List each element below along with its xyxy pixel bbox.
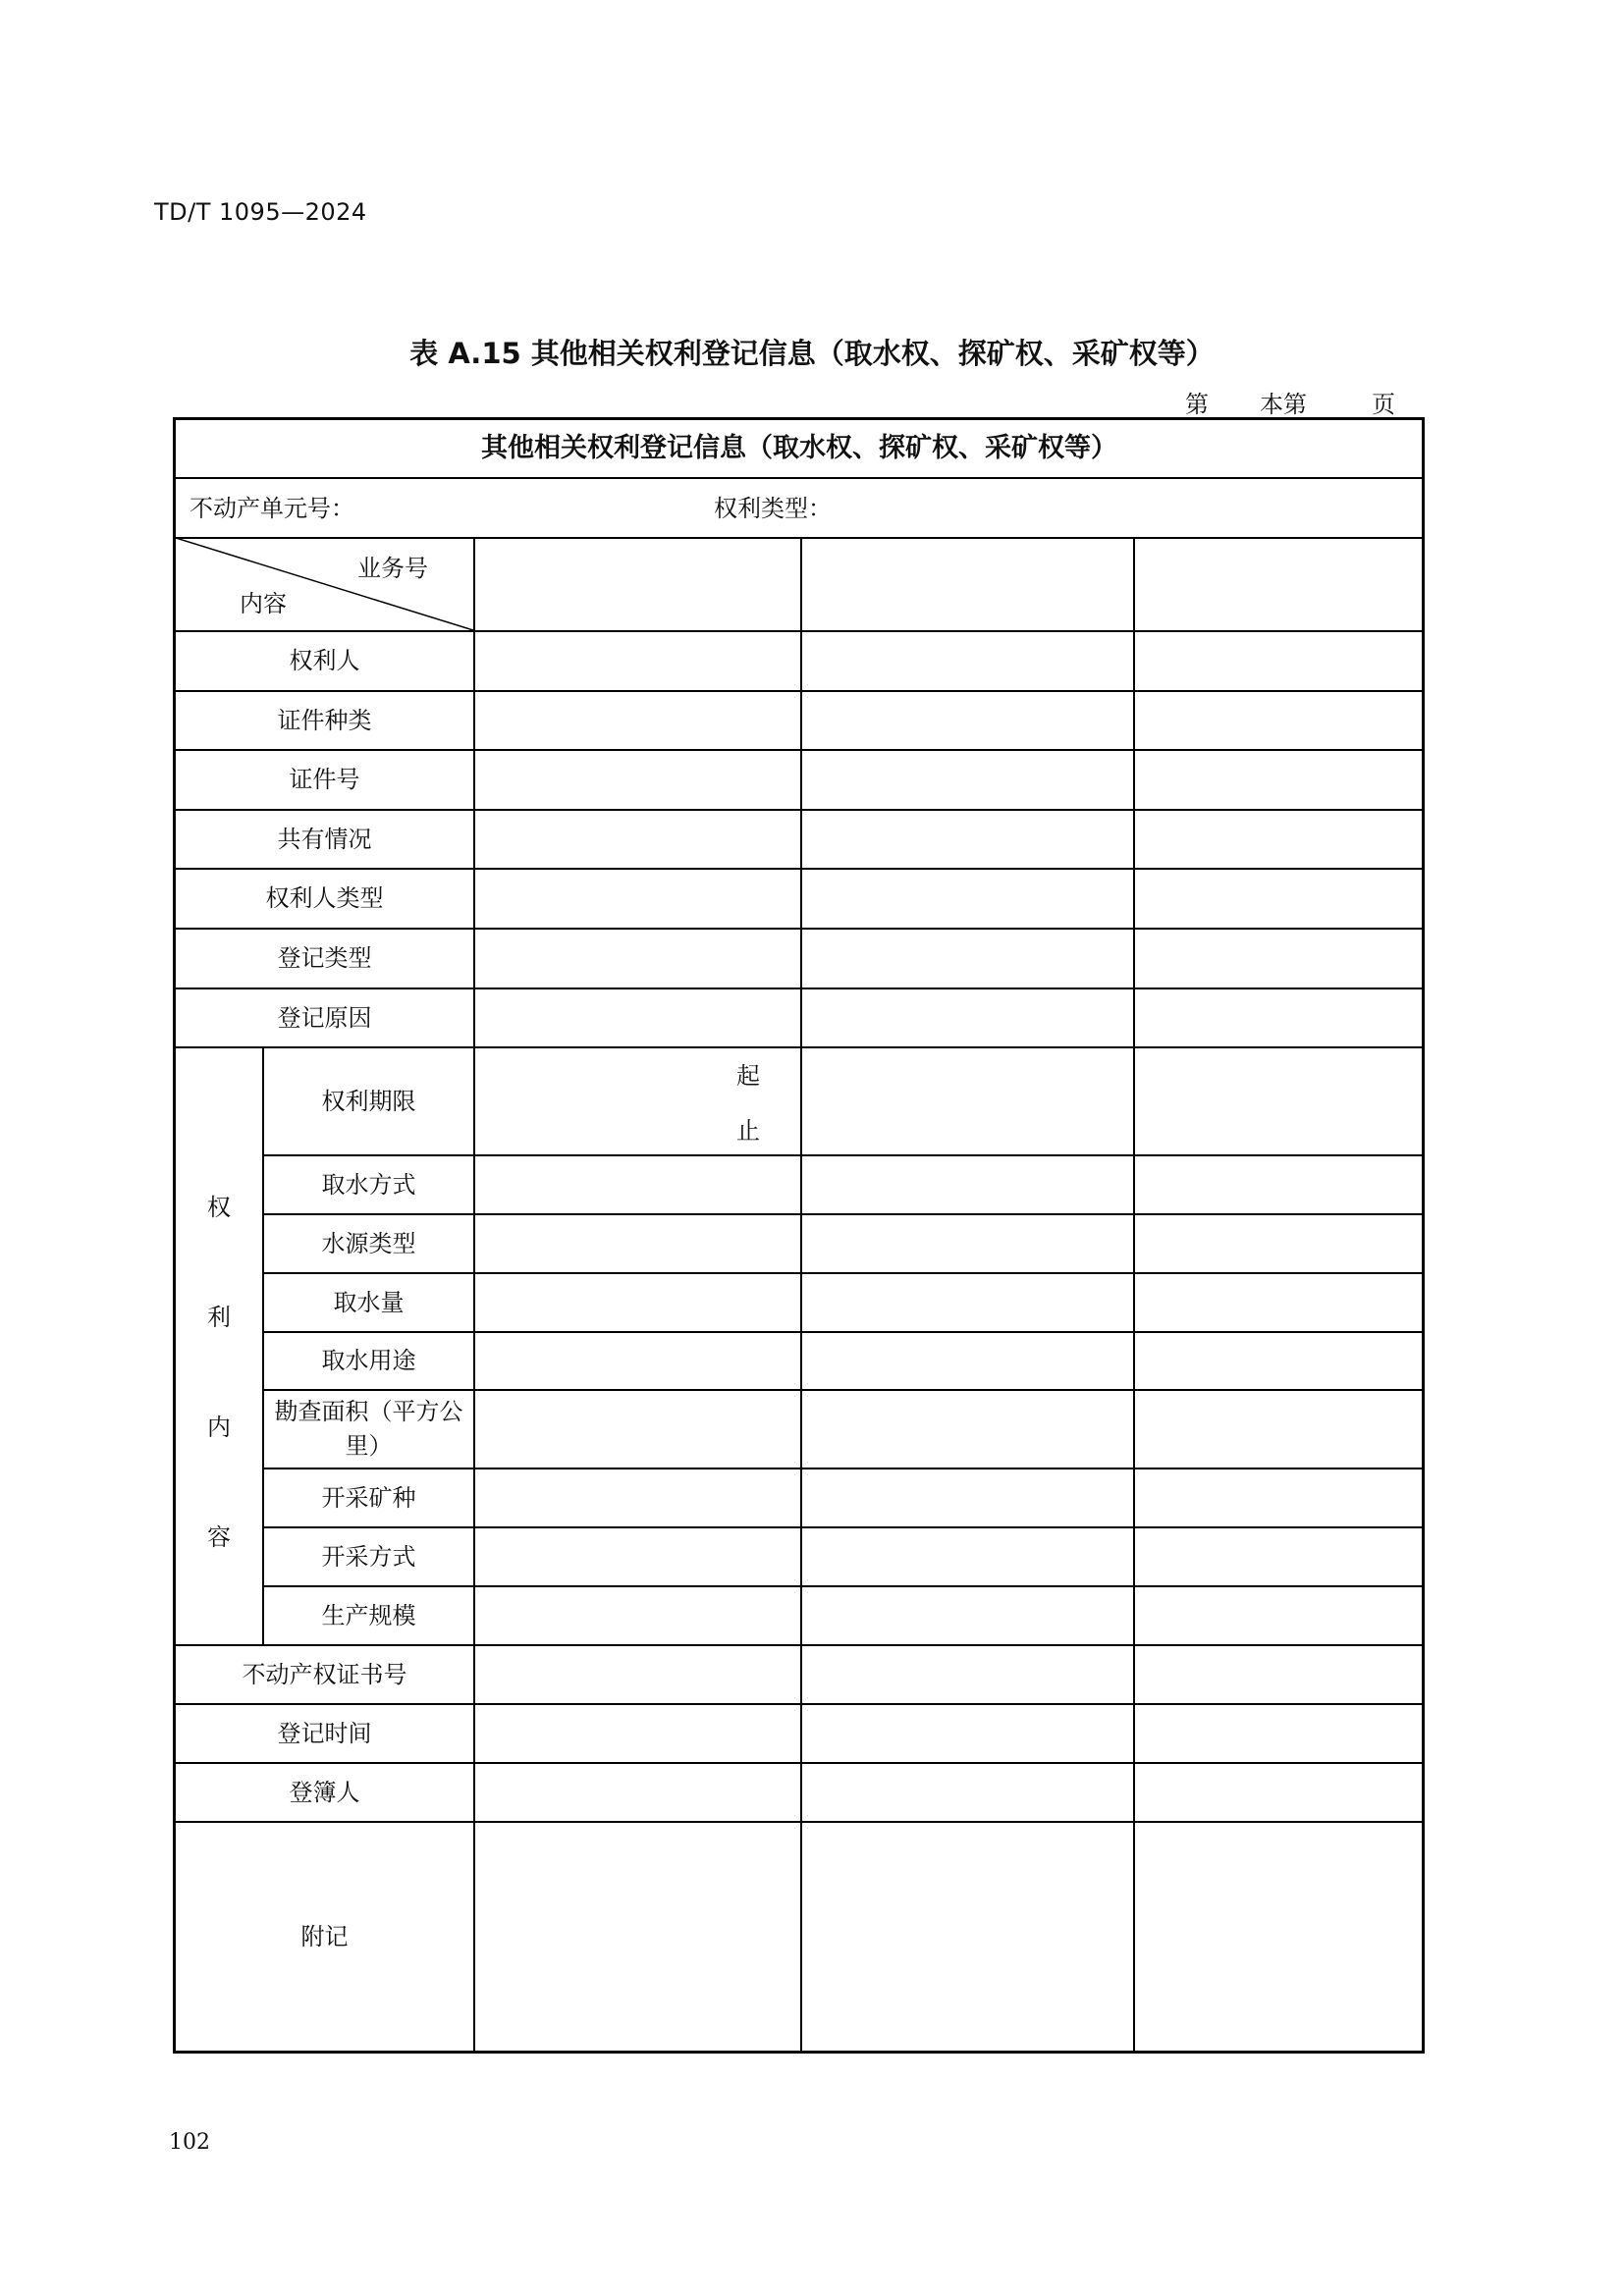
period-start: 起 [736, 1062, 760, 1090]
row-label-certificate-number: 不动产权证书号 [242, 1660, 407, 1688]
corner-business-number: 业务号 [357, 555, 428, 582]
row-label-registration-type: 登记类型 [277, 944, 372, 973]
page-ref-word-2: 本第 [1260, 391, 1307, 418]
col-rule-2 [800, 538, 802, 2051]
row-label-id-number: 证件号 [289, 766, 360, 794]
table-title: 表 A.15 其他相关权利登记信息（取水权、探矿权、采矿权等） [409, 337, 1215, 370]
group-char-4: 容 [207, 1523, 231, 1551]
standard-code: TD/T 1095—2024 [154, 198, 367, 226]
row-label-holder: 权利人 [289, 647, 360, 675]
right-type-label: 权利类型： [714, 495, 832, 522]
row-label-water-method: 取水方式 [321, 1170, 416, 1199]
corner-content: 内容 [240, 590, 287, 617]
row-label-registration-time: 登记时间 [277, 1719, 372, 1747]
row-label-water-volume: 取水量 [333, 1288, 405, 1316]
row-label-registration-reason: 登记原因 [277, 1003, 372, 1032]
row-label-exploration-area: 勘查面积（平方公里） [274, 1398, 463, 1460]
group-char-1: 权 [207, 1194, 231, 1221]
row-label-mining-method: 开采方式 [321, 1542, 416, 1571]
row-label-production-scale: 生产规模 [321, 1601, 416, 1629]
group-char-3: 内 [207, 1414, 231, 1441]
row-label-mineral-type: 开采矿种 [321, 1483, 416, 1512]
col-rule-1 [473, 538, 475, 2051]
period-end: 止 [736, 1117, 760, 1145]
page-ref-word-1: 第 [1185, 391, 1209, 418]
row-label-water-use: 取水用途 [321, 1347, 416, 1375]
table-caption: 其他相关权利登记信息（取水权、探矿权、采矿权等） [481, 432, 1117, 463]
row-label-holder-type: 权利人类型 [265, 884, 384, 913]
page-ref-word-3: 页 [1372, 391, 1395, 418]
row-label-registrar: 登簿人 [289, 1778, 360, 1806]
row-label-water-source-type: 水源类型 [321, 1229, 416, 1257]
unit-number-label: 不动产单元号： [189, 495, 354, 522]
row-label-co-ownership: 共有情况 [277, 825, 372, 853]
col-rule-3 [1133, 538, 1135, 2051]
row-label-right-period: 权利期限 [321, 1087, 416, 1115]
group-char-2: 利 [207, 1304, 231, 1331]
row-label-id-type: 证件种类 [277, 706, 372, 734]
row-label-remarks: 附记 [300, 1922, 349, 1950]
page-number: 102 [169, 2130, 210, 2155]
rule-caption [175, 477, 1423, 479]
header-diagonal [176, 538, 473, 631]
